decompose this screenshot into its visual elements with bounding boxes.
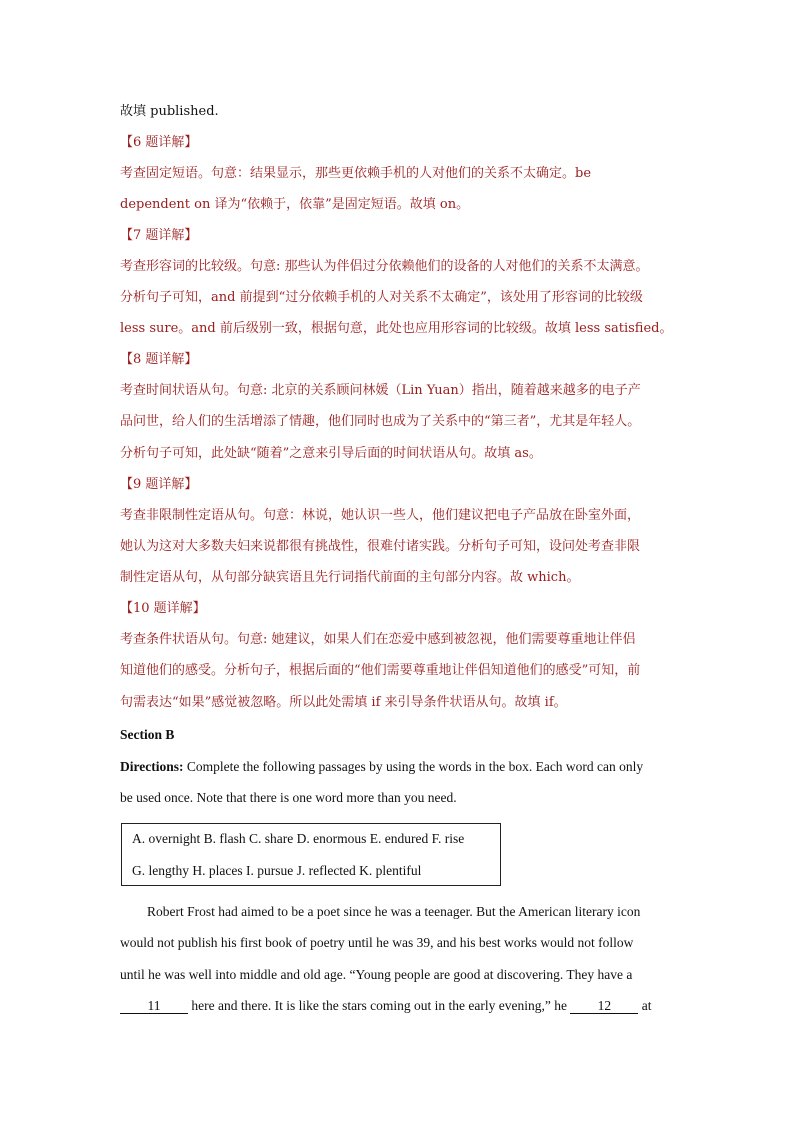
q9-explanation-line: 制性定语从句，从句部分缺宾语且先行词指代前面的主句部分内容。故 which。 [120, 570, 580, 585]
directions-line-2: be used once. Note that there is one word more than you need. [120, 790, 457, 805]
q8-explanation-line: 分析句子可知，此处缺“随着”之意来引导后面的时间状语从句。故填 as。 [120, 446, 542, 461]
q6-heading: 【6 题详解】 [120, 135, 198, 150]
passage-line: would not publish his first book of poetry until he was 39, and his best works would not follow [120, 935, 634, 950]
word-box-row: G. lengthy H. places I. pursue J. reflected K. plentiful [132, 863, 422, 878]
q10-explanation-line: 知道他们的感受。分析句子，根据后面的“他们需要尊重地让伴侣知道他们的感受”可知，前 [120, 663, 641, 678]
q8-heading: 【8 题详解】 [120, 352, 198, 367]
answer-line: 故填 published. [120, 104, 219, 119]
q7-heading: 【7 题详解】 [120, 228, 198, 243]
q7-explanation-line: 考查形容词的比较级。句意: 那些认为伴侣过分依赖他们的设备的人对他们的关系不太满意。 [120, 259, 649, 274]
word-box-row: A. overnight B. flash C. share D. enormous E. endured F. rise [132, 831, 465, 846]
q9-heading: 【9 题详解】 [120, 477, 198, 492]
word-box [121, 823, 501, 886]
q6-explanation-line: 考查固定短语。句意：结果显示，那些更依赖手机的人对他们的关系不太确定。be [120, 166, 592, 181]
q7-explanation-line: 分析句子可知，and 前提到“过分依赖手机的人对关系不太确定”，该处用了形容词的比较级 [120, 290, 643, 305]
q8-explanation-line: 考查时间状语从句。句意: 北京的关系顾问林媛（Lin Yuan）指出，随着越来越多的电子产 [120, 383, 641, 398]
passage-text: here and there. It is like the stars coming out in the early evening,” he [188, 998, 571, 1013]
q9-explanation-line: 考查非限制性定语从句。句意：林说，她认识一些人，他们建议把电子产品放在卧室外面， [120, 508, 641, 523]
q10-explanation-line: 句需表达“如果”感觉被忽略。所以此处需填 if 来引导条件状语从句。故填 if。 [120, 695, 567, 710]
passage-text: at [638, 998, 652, 1013]
q8-explanation-line: 品问世，给人们的生活增添了情趣，他们同时也成为了关系中的“第三者”，尤其是年轻人。 [120, 414, 641, 429]
blank-12[interactable]: 12 [570, 999, 638, 1014]
q6-explanation-line: dependent on 译为“依赖于，依靠”是固定短语。故填 on。 [120, 197, 470, 212]
q10-explanation-line: 考查条件状语从句。句意: 她建议，如果人们在恋爱中感到被忽视，他们需要尊重地让伴侣 [120, 632, 636, 647]
passage-line: until he was well into middle and old age. “Young people are good at discovering. They have a [120, 967, 633, 982]
directions-text: Complete the following passages by using the words in the box. Each word can only [183, 759, 644, 774]
passage-line [120, 997, 652, 1015]
directions-label: Directions: [120, 759, 184, 774]
q7-explanation-line: less sure。and 前后级别一致，根据句意，此处也应用形容词的比较级。故填 less satisfied。 [120, 321, 673, 336]
passage-line: Robert Frost had aimed to be a poet since he was a teenager. But the American literary icon [147, 904, 641, 919]
directions-line [120, 758, 643, 776]
blank-11[interactable]: 11 [120, 999, 188, 1014]
q9-explanation-line: 她认为这对大多数夫妇来说都很有挑战性，很难付诸实践。分析句子可知，设问处考查非限 [120, 539, 641, 554]
section-title: Section B [120, 727, 175, 742]
q10-heading: 【10 题详解】 [120, 601, 206, 616]
